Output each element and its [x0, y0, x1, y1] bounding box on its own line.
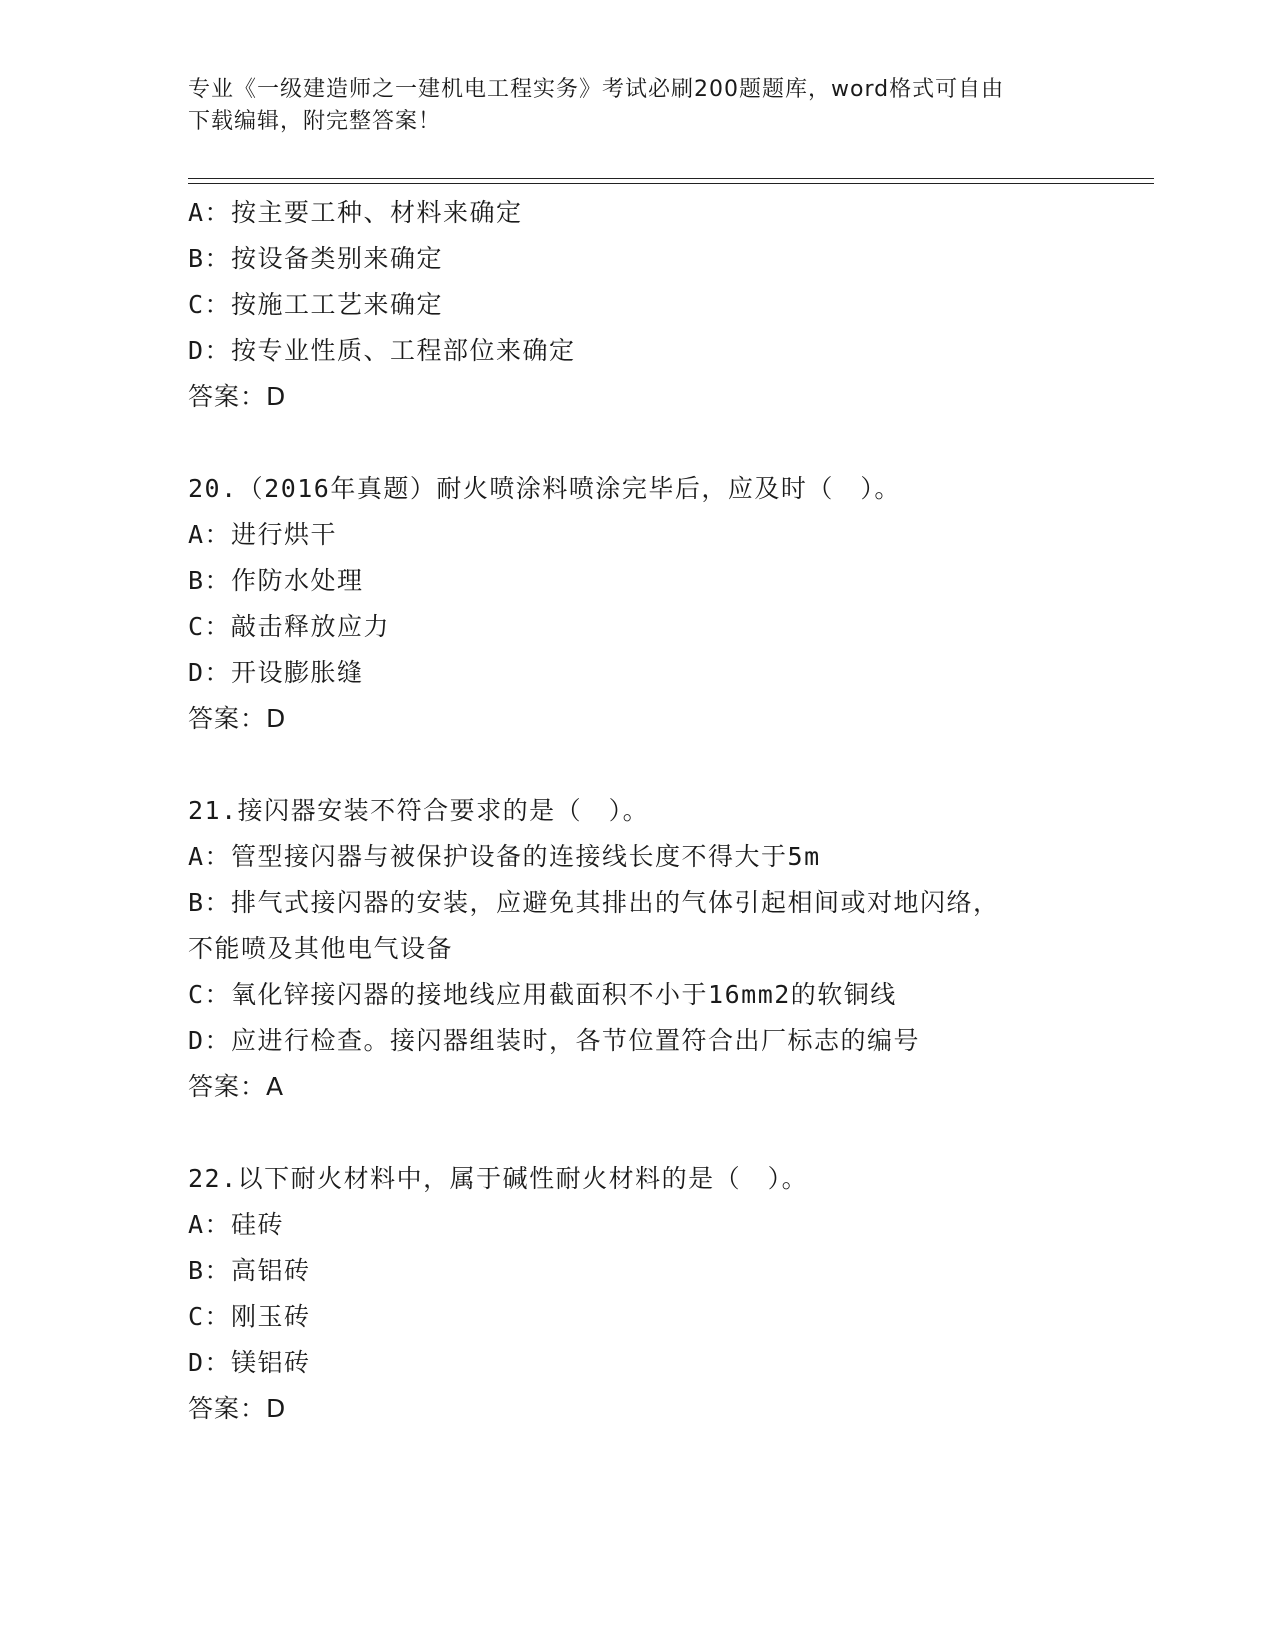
question-stem: 22.以下耐火材料中，属于碱性耐火材料的是（ ）。: [188, 1164, 809, 1193]
spacer: [188, 420, 1088, 466]
header-divider-bottom: [188, 183, 1154, 184]
option-b: B：按设备类别来确定: [188, 244, 444, 273]
question-stem: 20.（2016年真题）耐火喷涂料喷涂完毕后，应及时（ ）。: [188, 474, 901, 503]
option-d: D：应进行检查。接闪器组装时，各节位置符合出厂标志的编号: [188, 1026, 921, 1055]
option-c: C：刚玉砖: [188, 1302, 311, 1331]
option-b: B：作防水处理: [188, 566, 364, 595]
question-22: [188, 1156, 1088, 1432]
question-19: [188, 190, 1088, 420]
option-c: C：氧化锌接闪器的接地线应用截面积不小于16mm2的软铜线: [188, 980, 897, 1009]
answer: 答案：D: [188, 1394, 287, 1423]
spacer: [188, 742, 1088, 788]
header-line-1: 专业《一级建造师之一建机电工程实务》考试必刷200题题库，word格式可自由: [188, 77, 1005, 102]
question-21: [188, 788, 1088, 1110]
option-a: A：进行烘干: [188, 520, 338, 549]
option-d: D：开设膨胀缝: [188, 658, 364, 687]
spacer: [188, 1110, 1088, 1156]
option-b: B：排气式接闪器的安装，应避免其排出的气体引起相间或对地闪络，: [188, 888, 1000, 917]
option-d: D：按专业性质、工程部位来确定: [188, 336, 576, 365]
header-line-2: 下载编辑，附完整答案！: [188, 109, 442, 134]
answer: 答案：D: [188, 382, 287, 411]
document-header: [188, 74, 1088, 138]
answer: 答案：D: [188, 704, 287, 733]
header-divider-top: [188, 178, 1154, 179]
option-a: A：硅砖: [188, 1210, 285, 1239]
option-d: D：镁铝砖: [188, 1348, 311, 1377]
question-stem: 21.接闪器安装不符合要求的是（ ）。: [188, 796, 650, 825]
option-c: C：按施工工艺来确定: [188, 290, 444, 319]
option-a: A：管型接闪器与被保护设备的连接线长度不得大于5m: [188, 842, 821, 871]
question-20: [188, 466, 1088, 742]
question-list: [188, 190, 1088, 1432]
option-c: C：敲击释放应力: [188, 612, 391, 641]
option-b: B：高铝砖: [188, 1256, 311, 1285]
answer: 答案：A: [188, 1072, 285, 1101]
option-b-continued: 不能喷及其他电气设备: [188, 934, 454, 963]
option-a: A：按主要工种、材料来确定: [188, 198, 523, 227]
